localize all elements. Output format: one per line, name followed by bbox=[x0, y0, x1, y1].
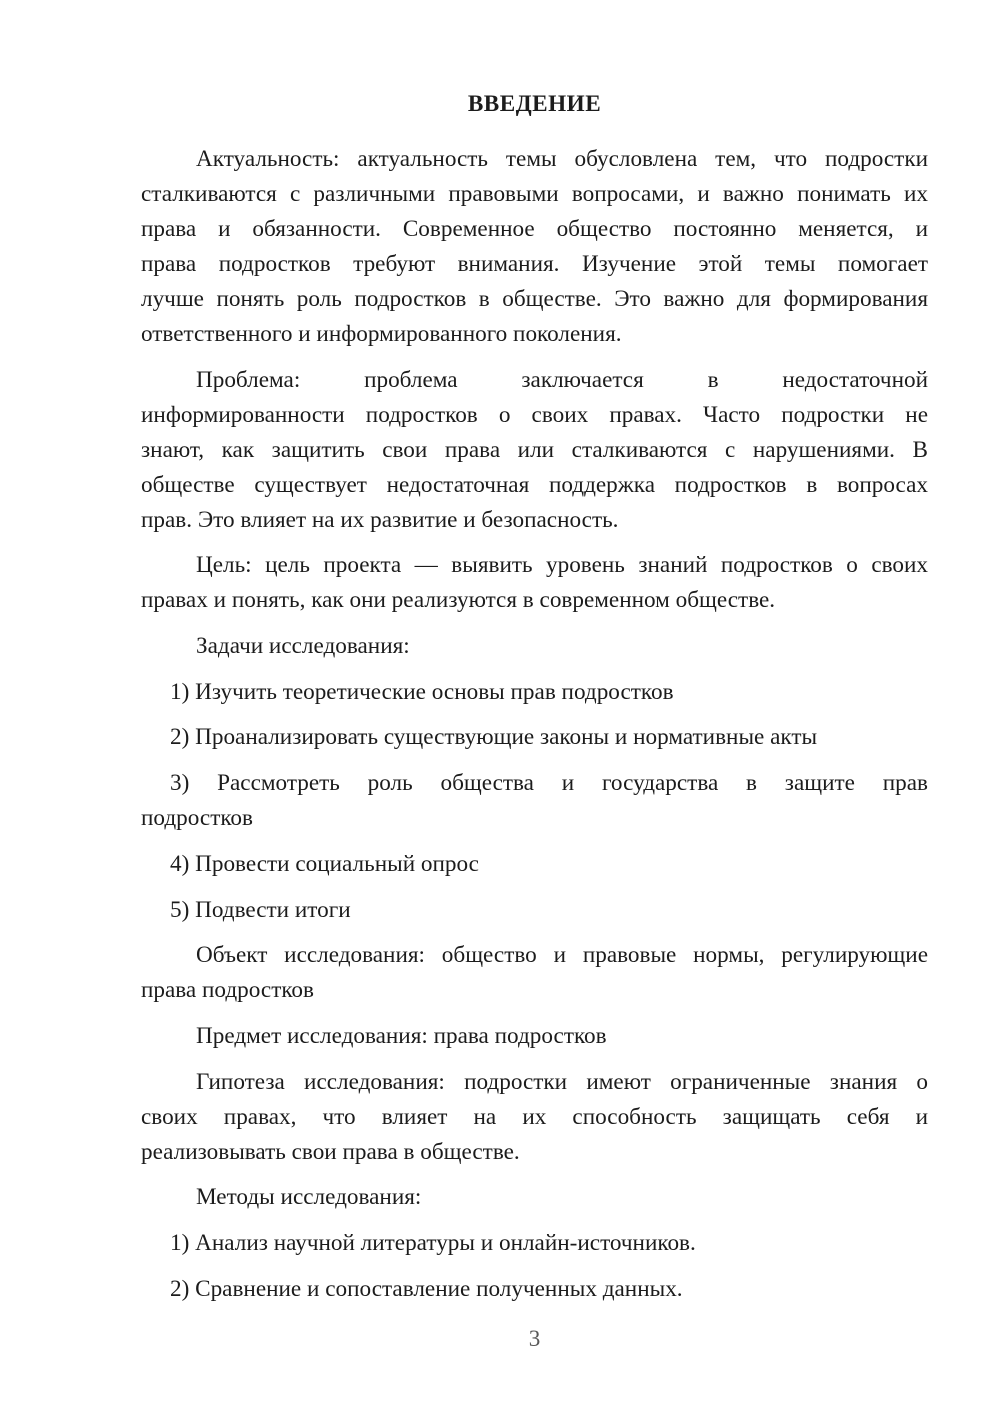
text-line: права и обязанности. Современное общество постоянно меняется, и bbox=[141, 216, 928, 242]
text-line: реализовывать свои права в обществе. bbox=[141, 1138, 520, 1165]
text-line: Предмет исследования: права подростков bbox=[196, 1022, 607, 1049]
text-line: 4) Провести социальный опрос bbox=[170, 850, 479, 877]
task-list-item-4 bbox=[141, 847, 928, 882]
paragraph-goal bbox=[141, 548, 928, 618]
text-line: прав. Это влияет на их развитие и безопасность. bbox=[141, 506, 619, 533]
text-line: обществе существует недостаточная поддержка подростков в вопросах bbox=[141, 471, 928, 498]
method-list-item-2 bbox=[141, 1272, 928, 1307]
text-line: Актуальность: актуальность темы обусловлена тем, что подростки bbox=[196, 146, 928, 172]
text-line: информированности подростков о своих правах. Часто подростки не bbox=[141, 401, 928, 428]
text-line: своих правах, что влияет на их способность защищать себя и bbox=[141, 1103, 928, 1130]
text-line: сталкиваются с различными правовыми вопросами, и важно понимать их bbox=[141, 181, 928, 207]
text-line: Цель: цель проекта — выявить уровень знаний подростков о своих bbox=[196, 552, 928, 579]
task-list-item-5 bbox=[141, 893, 928, 928]
text-line: ответственного и информированного поколения. bbox=[141, 321, 622, 347]
text-line: права подростков требуют внимания. Изучение этой темы помогает bbox=[141, 251, 928, 277]
text-line: Объект исследования: общество и правовые нормы, регулирующие bbox=[196, 942, 928, 969]
text-line: подростков bbox=[141, 805, 253, 832]
paragraph-problem bbox=[141, 363, 928, 538]
text-line: правах и понять, как они реализуются в современном обществе. bbox=[141, 587, 776, 614]
text-line: Методы исследования: bbox=[196, 1184, 422, 1211]
text-line: Задачи исследования: bbox=[196, 633, 410, 660]
text-line: 2) Сравнение и сопоставление полученных данных. bbox=[170, 1275, 683, 1302]
page-title: ВВЕДЕНИЕ bbox=[467, 91, 602, 117]
text-line: Проблема: проблема заключается в недостаточной bbox=[196, 366, 928, 393]
method-list-item-1 bbox=[141, 1226, 928, 1261]
task-list-item-2 bbox=[141, 720, 928, 755]
text-line: 1) Изучить теоретические основы прав подростков bbox=[170, 678, 674, 705]
paragraph-object bbox=[141, 938, 928, 1008]
task-list-item-3 bbox=[141, 766, 928, 836]
page-number: 3 bbox=[528, 1326, 541, 1352]
text-line: Гипотеза исследования: подростки имеют ограниченные знания о bbox=[196, 1068, 928, 1095]
paragraph-methods-heading bbox=[141, 1180, 928, 1215]
task-list-item-1 bbox=[141, 675, 928, 710]
paragraph-hypothesis bbox=[141, 1065, 928, 1170]
paragraph-relevance bbox=[141, 142, 928, 352]
text-line: лучше понять роль подростков в обществе. Это важно для формирования bbox=[141, 286, 928, 312]
text-line: знают, как защитить свои права или сталкиваются с нарушениями. В bbox=[141, 436, 928, 463]
text-line: 5) Подвести итоги bbox=[170, 896, 351, 923]
paragraph-subject bbox=[141, 1019, 928, 1054]
introduction-section bbox=[141, 87, 928, 1317]
text-line: права подростков bbox=[141, 977, 314, 1004]
text-line: 2) Проанализировать существующие законы и нормативные акты bbox=[170, 724, 818, 751]
paragraph-tasks-heading bbox=[141, 629, 928, 664]
text-line: 3) Рассмотреть роль общества и государства в защите прав bbox=[170, 770, 928, 797]
text-line: 1) Анализ научной литературы и онлайн-источников. bbox=[170, 1229, 696, 1256]
